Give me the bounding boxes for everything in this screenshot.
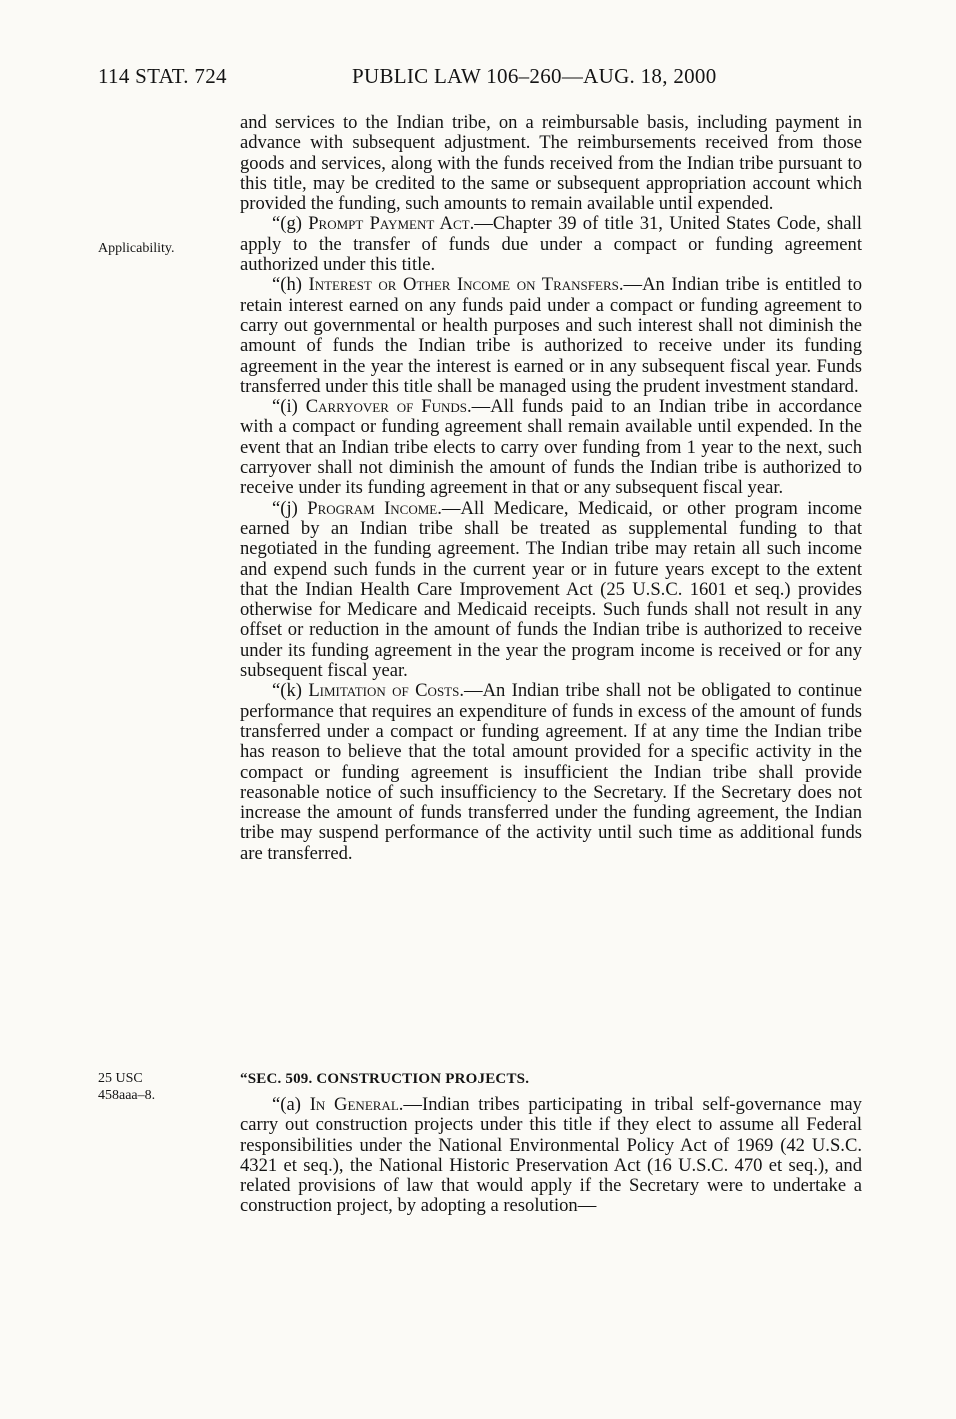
margin-note-applicability: Applicability. (98, 241, 175, 256)
paragraph-j-text: .—All Medicare, Medicaid, or other program income earned by an Indian tribe shall be treated as supplemental funding to that negotiated in the funding agreement. The Indian tribe may retain all such income and expend such funds in the current year or in future years except to the extent that the Indian Health Care Improvement Act (25 U.S.C. 1601 et seq.) provides otherwise for Medicare and Medicaid receipts. Such funds shall not result in any offset or reduction in the amount of funds the Indian tribe is authorized to receive under its funding agreement in the year the program income is received or for any subsequent fiscal year. (240, 497, 862, 682)
usc-section: 458aaa–8. (98, 1088, 156, 1103)
paragraph-continuation: and services to the Indian tribe, on a reimbursable basis, including payment in advance with subsequent adjustment. The reimbursements received from those goods and services, along with the funds received from the Indian tribe pursuant to this title, may be credited to the same or subsequent appropriation account which provided the funding, such amounts to remain available until expended. (240, 112, 862, 215)
running-head: PUBLIC LAW 106–260—AUG. 18, 2000 (352, 64, 717, 88)
paragraph-i-heading: Carryover of Funds (305, 396, 467, 418)
paragraph-j-heading: Program Income (307, 497, 438, 519)
section-heading: “SEC. 509. CONSTRUCTION PROJECTS. (240, 1071, 530, 1087)
paragraph-j (240, 499, 862, 682)
paragraph-h-text: .—An Indian tribe is entitled to retain interest earned on any funds paid under a compact or funding agreement to carry out governmental or health purposes and such interest shall not diminish the amount of funds the Indian tribe is authorized to receive under its funding agreement in the year the interest is earned or in any subsequent fiscal year. Funds transferred under this title shall be managed using the prudent investment standard. (240, 274, 862, 397)
paragraph-j-label: “(j) (272, 497, 308, 519)
paragraph-g-text: .—Chapter 39 of title 31, United States Code, shall apply to the transfer of funds due under a compact or funding agreement authorized under this title. (240, 213, 862, 276)
main-text-column (240, 113, 862, 864)
margin-note-usc-citation (98, 1070, 155, 1104)
paragraph-g (240, 214, 862, 275)
paragraph-a-text: .—Indian tribes participating in tribal self-governance may carry out construction projects under this title if they elect to assume all Federal responsibilities under the National Environmental Policy Act of 1969 (42 U.S.C. 4321 et seq.), the National Historic Preservation Act (16 U.S.C. 470 et seq.), and related provisions of law that would apply if the Secretary were to undertake a construction project, by adopting a resolution— (240, 1094, 862, 1217)
section-text-column (240, 1095, 862, 1217)
statute-page-number: 114 STAT. 724 (98, 64, 227, 88)
paragraph-i (240, 397, 862, 498)
paragraph-a-label: “(a) (272, 1094, 310, 1115)
paragraph-h (240, 275, 862, 397)
paragraph-i-label: “(i) (272, 396, 306, 418)
paragraph-k-heading: Limitation of Costs (308, 680, 460, 702)
page-header (0, 64, 956, 90)
paragraph-a (240, 1095, 862, 1217)
usc-title: 25 USC (98, 1071, 143, 1086)
paragraph-g-label: “(g) (272, 213, 309, 235)
paragraph-i-text: .—All funds paid to an Indian tribe in accordance with a compact or funding agreement shall remain available until expended. In the event that an Indian tribe elects to carry over funding from 1 year to the next, such carryover shall not diminish the amount of funds the Indian tribe is authorized to receive under its funding agreement in that or any subsequent fiscal year. (240, 396, 863, 499)
paragraph-h-heading: Interest or Other Income on Transfers (308, 274, 619, 296)
paragraph-k (240, 681, 862, 864)
paragraph-a-heading: In General (309, 1094, 399, 1115)
paragraph-k-text: .—An Indian tribe shall not be obligated to continue performance that requires an expenditure of funds in excess of the amount of funds transferred under a compact or funding agreement. If at any time the Indian tribe has reason to believe that the total amount provided for a specific activity in the compact or funding agreement is insufficient the Indian tribe shall provide reasonable notice of such insufficiency to the Secretary. If the Secretary does not increase the amount of funds transferred under the funding agreement, the Indian tribe may suspend performance of the activity until such time as additional funds are transferred. (240, 680, 862, 864)
paragraph-k-label: “(k) (272, 680, 309, 702)
paragraph-g-heading: Prompt Payment Act (308, 213, 470, 235)
paragraph-h-label: “(h) (272, 274, 309, 296)
